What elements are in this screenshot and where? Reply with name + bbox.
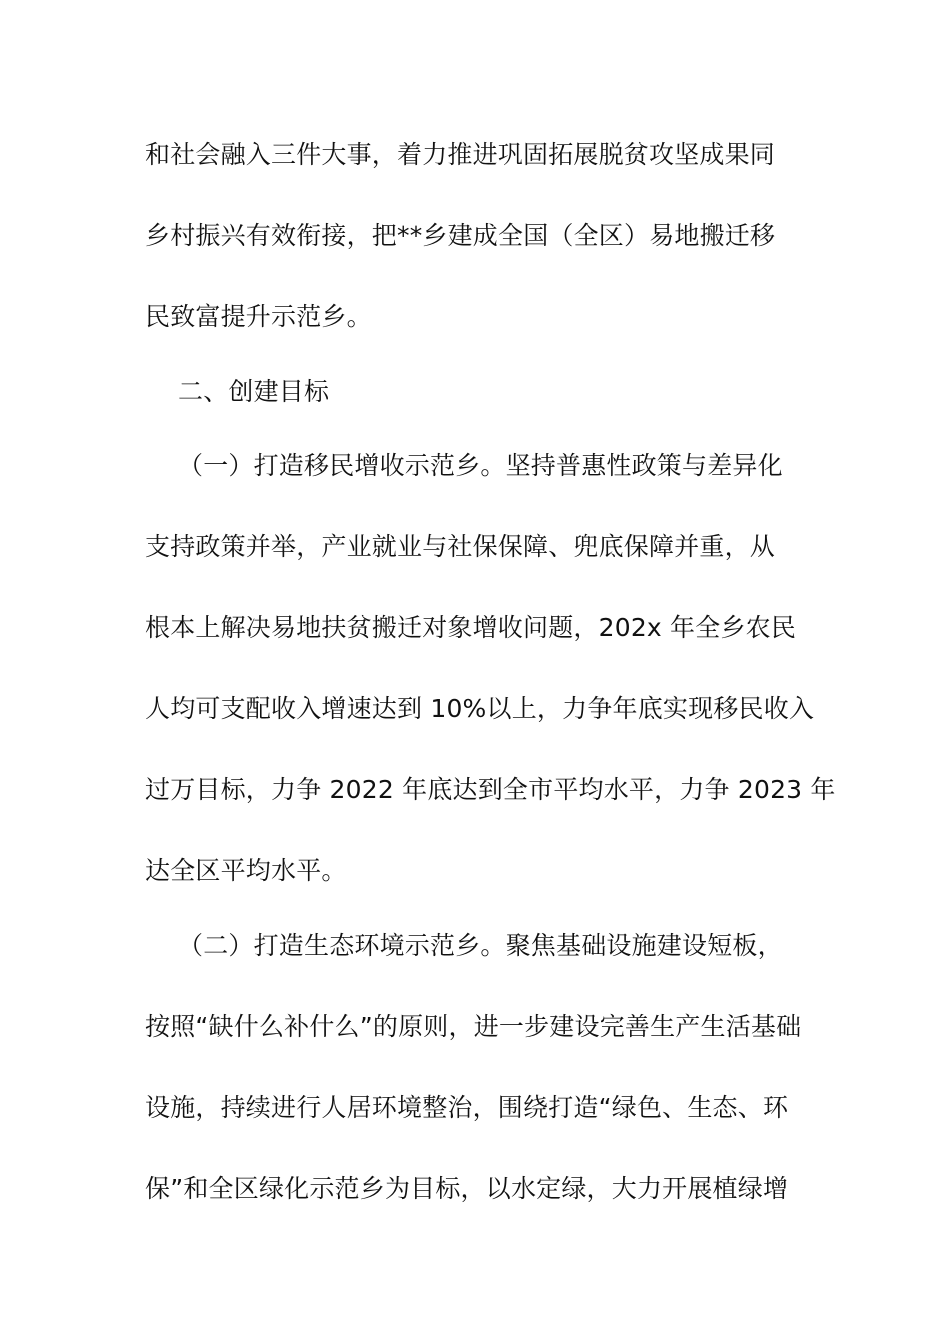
- paragraph-line: 根本上解决易地扶贫搬迁对象增收问题，202x 年全乡农民: [145, 613, 797, 642]
- paragraph-line: （一）打造移民增收示范乡。坚持普惠性政策与差异化: [178, 451, 783, 480]
- paragraph-line: 人均可支配收入增速达到 10%以上，力争年底实现移民收入: [145, 694, 815, 723]
- paragraph-line: 和社会融入三件大事，着力推进巩固拓展脱贫攻坚成果同: [145, 140, 776, 169]
- paragraph-line: 支持政策并举，产业就业与社保保障、兜底保障并重，从: [145, 532, 776, 561]
- paragraph-line: 民致富提升示范乡。: [145, 302, 372, 331]
- paragraph-line: （二）打造生态环境示范乡。聚焦基础设施建设短板，: [178, 931, 783, 960]
- paragraph-line: 过万目标，力争 2022 年底达到全市平均水平，力争 2023 年: [145, 775, 836, 804]
- paragraph-line: 保”和全区绿化示范乡为目标，以水定绿，大力开展植绿增: [145, 1174, 789, 1203]
- paragraph-line: 乡村振兴有效衔接，把**乡建成全国（全区）易地搬迁移: [145, 221, 776, 250]
- paragraph-line: 达全区平均水平。: [145, 856, 347, 885]
- paragraph-line: 按照“缺什么补什么”的原则，进一步建设完善生产生活基础: [145, 1012, 802, 1041]
- paragraph-line: 设施，持续进行人居环境整治，围绕打造“绿色、生态、环: [145, 1093, 789, 1122]
- section-heading: 二、创建目标: [178, 377, 330, 406]
